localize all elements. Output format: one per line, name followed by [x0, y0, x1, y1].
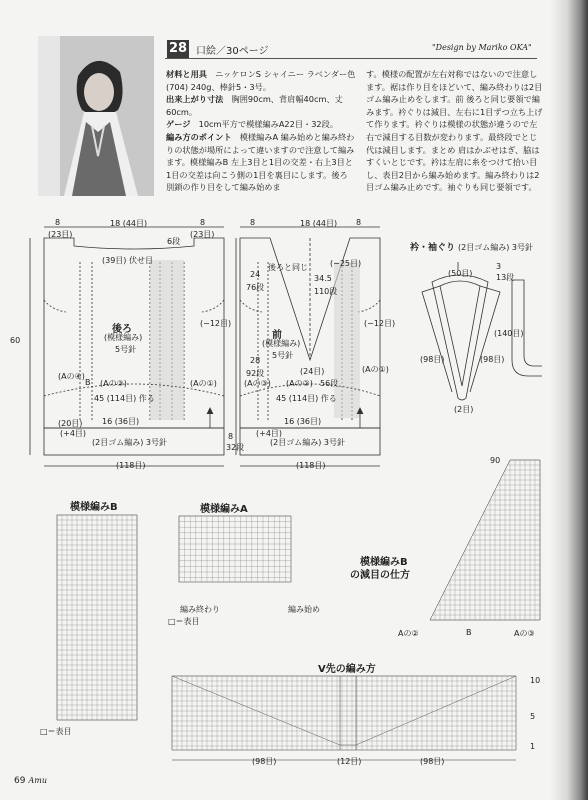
decrease-a2: Aの②: [398, 629, 419, 638]
front-dim-16: 16 (36目): [284, 417, 322, 426]
rib-dim-32dan: 32段: [226, 443, 245, 452]
v-neck-row-1: 1: [530, 742, 536, 751]
back-rib-label: (2目ゴム編み) 3号針: [92, 438, 167, 447]
front-needle: 5号針: [272, 351, 294, 360]
collar-dim-3: 3: [496, 262, 502, 271]
decrease-a3: Aの③: [514, 629, 535, 638]
front-mark-a3: (Aの③): [244, 379, 271, 388]
front-rib-label: (2目ゴム編み) 3号針: [270, 438, 345, 447]
pattern-b-title: 模様編みB: [70, 502, 118, 513]
v-neck-row-5: 5: [530, 712, 536, 721]
front-subtitle: (模様編み): [262, 339, 301, 348]
front-dim-76dan: 76段: [246, 283, 265, 292]
collar-dim-140: (140目): [494, 329, 524, 338]
dim-6dan: 6段: [167, 237, 181, 246]
front-dim-92dan: 92段: [246, 369, 265, 378]
dim-8-right: 8: [200, 218, 206, 227]
back-mark-a1: (Aの①): [190, 379, 217, 388]
back-cast-on: 45 (114目) 作る: [94, 394, 155, 403]
front-mark-a2: (Aの②): [286, 379, 313, 388]
pattern-number: 28: [168, 41, 188, 56]
front-dim-28: 28: [250, 356, 261, 365]
front-dim-110dan: 110段: [314, 287, 338, 296]
v-neck-12: (12目): [337, 757, 362, 766]
v-neck-98-left: (98目): [252, 757, 277, 766]
dim-23-left: (23目): [48, 230, 73, 239]
front-cast-on: 45 (114目) 作る: [276, 394, 337, 403]
v-neck-row-10: 10: [530, 676, 541, 685]
back-title: 後ろ: [112, 324, 132, 335]
v-neck-98-right: (98目): [420, 757, 445, 766]
front-dim-24: 24: [250, 270, 261, 279]
collar-title: 衿・袖ぐり: [410, 243, 456, 253]
gauge-line: ゲージ 10cm平方で模様編みA22目・32段。: [166, 119, 339, 130]
front-dim-minus12: (−12目): [364, 319, 396, 328]
bind-off-39: (39目) 伏せ目: [102, 256, 153, 265]
front-same-as-back: 後ろと同じ: [268, 263, 308, 272]
collar-dim-50: (50目): [448, 269, 473, 278]
front-dim-24m: (24目): [300, 367, 325, 376]
pattern-b-legend: □＝表目: [40, 727, 72, 736]
back-dim-20: (20目): [58, 419, 83, 428]
decrease-title-1: 模様編みB: [360, 557, 408, 568]
dim-18-44: 18 (44目): [110, 219, 148, 228]
back-dim-16: 16 (36目): [102, 417, 140, 426]
pattern-a-end-label: 編み終わり: [180, 605, 220, 614]
front-dim-345: 34.5: [314, 274, 332, 283]
collar-dim-98-left: (98目): [420, 355, 445, 364]
collar-dim-13dan: 13段: [496, 273, 515, 282]
dim-60: 60: [10, 336, 21, 345]
collar-subtitle: (2目ゴム編み) 3号針: [458, 243, 533, 252]
front-dim-8b: 8: [356, 218, 362, 227]
front-dim-56dan: 56段: [320, 379, 339, 388]
front-width-total: (118目): [296, 461, 326, 470]
page-number: 69: [14, 776, 26, 786]
pattern-a-legend: □＝表目: [168, 617, 200, 626]
pattern-a-title: 模様編みA: [200, 504, 248, 515]
back-subtitle: (模様編み): [104, 333, 143, 342]
collar-dim-98-right: (98目): [480, 355, 505, 364]
decrease-b: B: [466, 628, 472, 637]
back-needle: 5号針: [115, 345, 137, 354]
magazine-name: Amu: [28, 776, 47, 785]
points-line: 編み方のポイント 模様編みA 編み始めと編み終わりの状態が場所によって違いますので注意して編みます。模様編みB 左上3目と1目の交差・右上3目と1目の交差は向こう側の1目を裏目にします。後ろ 別鎖の作り目をして編み始めま: [166, 131, 355, 193]
instructions-column-2: す。模様の配置が左右対称ではないので注意します。裾は作り目をほどいて、編み終わりは2目ゴム編み止めをします。前 後ろと同じ要領で編みます。衿ぐりは減目、左右に1目ずつ立ち上げて作ります。衿ぐりは模様の状態が違うので左右で減目する目数が変わります。最終段でとじ代は減目します。まとめ 肩はかぶせはぎ、脇はすくいとじです。衿は左肩に糸をつけて拾い目し、表目2目から編み始めます。編み終わりは2目ゴム編み止めです。袖ぐりも同じ要領です。: [366, 69, 543, 193]
pattern-a-start-label: 編み始め: [288, 605, 320, 614]
design-credit: "Design by Mariko OKA": [432, 43, 532, 52]
front-mark-a1: (Aの①): [362, 365, 389, 374]
dim-minus12-back: (−12目): [200, 319, 232, 328]
back-mark-a3: (Aの③): [100, 379, 127, 388]
front-dim-8: 8: [250, 218, 256, 227]
back-width-total: (118目): [116, 461, 146, 470]
rib-dim-8: 8: [228, 432, 234, 441]
back-mark-b: B: [85, 378, 91, 387]
decrease-row-90: 90: [490, 456, 501, 465]
materials-line: 材料と用具 ニッケロンS シャイニー ラベンダー色 (704) 240g、棒針5・3号。: [166, 69, 356, 92]
back-dim-plus4: (+4目): [60, 429, 87, 438]
decrease-title-2: の減目の仕方: [350, 570, 410, 581]
size-line: 出来上がり寸法 胸囲90cm、背肩幅40cm、丈60cm。: [166, 94, 343, 117]
collar-dim-2: (2目): [454, 405, 474, 414]
back-mark-a4: (Aの④): [58, 372, 85, 381]
front-title: 前: [272, 330, 282, 341]
front-dim-plus4: (+4目): [256, 429, 283, 438]
front-dim-18: 18 (44目): [300, 219, 338, 228]
dim-23-right: (23目): [190, 230, 215, 239]
dim-8-left: 8: [55, 218, 61, 227]
page-folio: [14, 776, 47, 786]
page-reference: 口絵／30ページ: [196, 46, 269, 57]
v-neck-title: V先の編み方: [318, 664, 376, 675]
front-dim-minus25: (−25目): [330, 259, 362, 268]
